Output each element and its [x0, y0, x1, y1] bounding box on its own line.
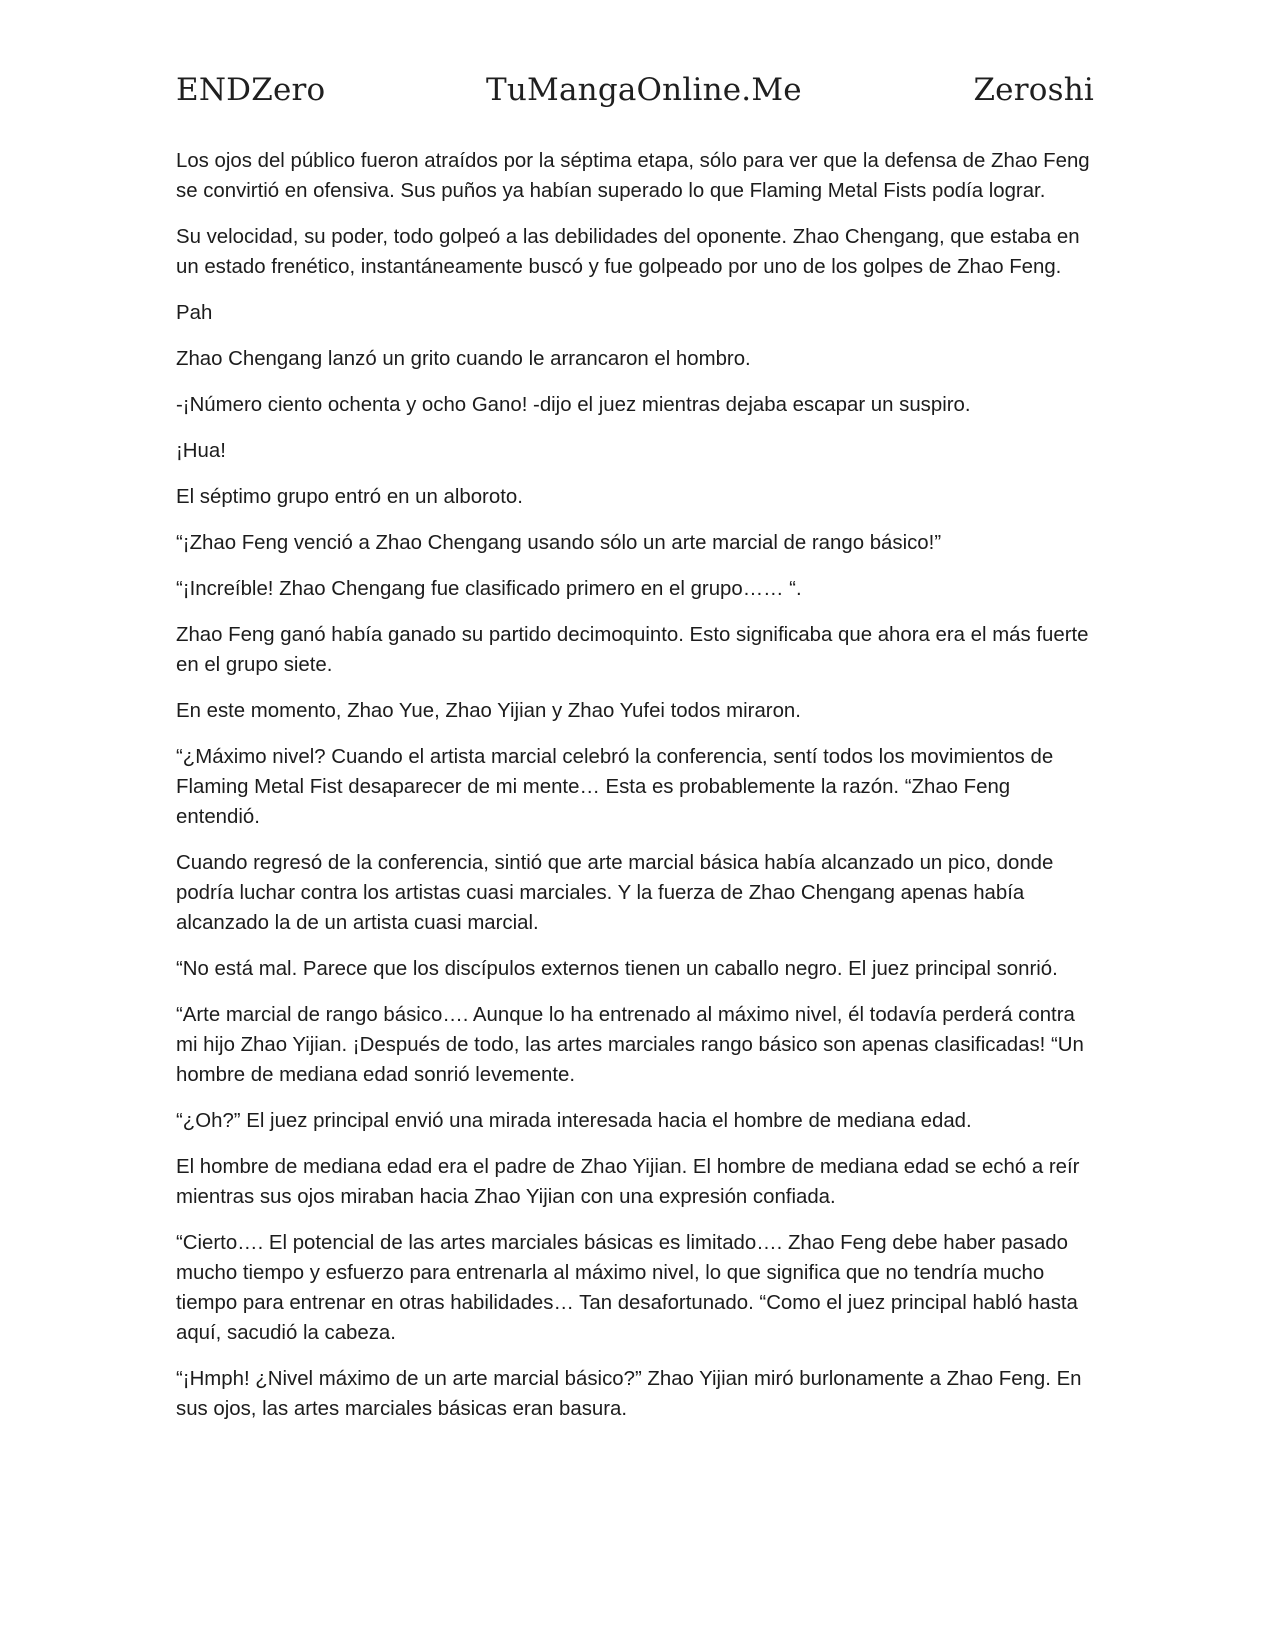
paragraph: “Cierto…. El potencial de las artes marciales básicas es limitado…. Zhao Feng debe haber pasado mucho tiempo y esfuerzo para entrenarla al máximo nivel, lo que significa que no tendría mucho tiempo para entrenar en otras habilidades… Tan desafortunado. “Como el juez principal habló hasta aquí, sacudió la cabeza.	[176, 1232, 1078, 1344]
paragraph: Zhao Feng ganó había ganado su partido decimoquinto. Esto significaba que ahora era el más fuerte en el grupo siete.	[176, 624, 1089, 676]
paragraph: Pah	[176, 302, 213, 324]
paragraph: Cuando regresó de la conferencia, sintió que arte marcial básica había alcanzado un pico, donde podría luchar contra los artistas cuasi marciales. Y la fuerza de Zhao Chengang apenas había alcanzado la de un artista cuasi marcial.	[176, 852, 1054, 934]
page-header	[176, 72, 1094, 118]
paragraph: Los ojos del público fueron atraídos por la séptima etapa, sólo para ver que la defensa de Zhao Feng se convirtió en ofensiva. Sus puños ya habían superado lo que Flaming Metal Fists podía lograr.	[176, 150, 1090, 202]
paragraph: “No está mal. Parece que los discípulos externos tienen un caballo negro. El juez principal sonrió.	[176, 958, 1058, 980]
paragraph: “Arte marcial de rango básico…. Aunque lo ha entrenado al máximo nivel, él todavía perderá contra mi hijo Zhao Yijian. ¡Después de todo, las artes marciales rango básico son apenas clasificadas! “Un hombre de mediana edad sonrió levemente.	[176, 1004, 1084, 1086]
document-body	[176, 146, 1098, 1440]
paragraph: “¿Oh?” El juez principal envió una mirada interesada hacia el hombre de mediana edad.	[176, 1110, 972, 1132]
paragraph: “¡Increíble! Zhao Chengang fue clasificado primero en el grupo…… “.	[176, 578, 802, 600]
header-left-credit: ENDZero	[176, 72, 326, 108]
header-right-credit: Zeroshi	[973, 72, 1094, 108]
paragraph: Zhao Chengang lanzó un grito cuando le arrancaron el hombro.	[176, 348, 751, 370]
header-site-name: TuMangaOnline.Me	[486, 72, 802, 108]
paragraph: “¿Máximo nivel? Cuando el artista marcial celebró la conferencia, sentí todos los movimientos de Flaming Metal Fist desaparecer de mi mente… Esta es probablemente la razón. “Zhao Feng entendió.	[176, 746, 1054, 828]
paragraph: -¡Número ciento ochenta y ocho Gano! -dijo el juez mientras dejaba escapar un suspiro.	[176, 394, 971, 416]
paragraph: El séptimo grupo entró en un alboroto.	[176, 486, 523, 508]
paragraph: El hombre de mediana edad era el padre de Zhao Yijian. El hombre de mediana edad se echó a reír mientras sus ojos miraban hacia Zhao Yijian con una expresión confiada.	[176, 1156, 1080, 1208]
paragraph: En este momento, Zhao Yue, Zhao Yijian y Zhao Yufei todos miraron.	[176, 700, 801, 722]
paragraph: ¡Hua!	[176, 440, 226, 462]
paragraph: “¡Zhao Feng venció a Zhao Chengang usando sólo un arte marcial de rango básico!”	[176, 532, 942, 554]
paragraph: “¡Hmph! ¿Nivel máximo de un arte marcial básico?” Zhao Yijian miró burlonamente a Zhao Feng. En sus ojos, las artes marciales básicas eran basura.	[176, 1368, 1082, 1420]
paragraph: Su velocidad, su poder, todo golpeó a las debilidades del oponente. Zhao Chengang, que estaba en un estado frenético, instantáneamente buscó y fue golpeado por uno de los golpes de Zhao Feng.	[176, 226, 1080, 278]
